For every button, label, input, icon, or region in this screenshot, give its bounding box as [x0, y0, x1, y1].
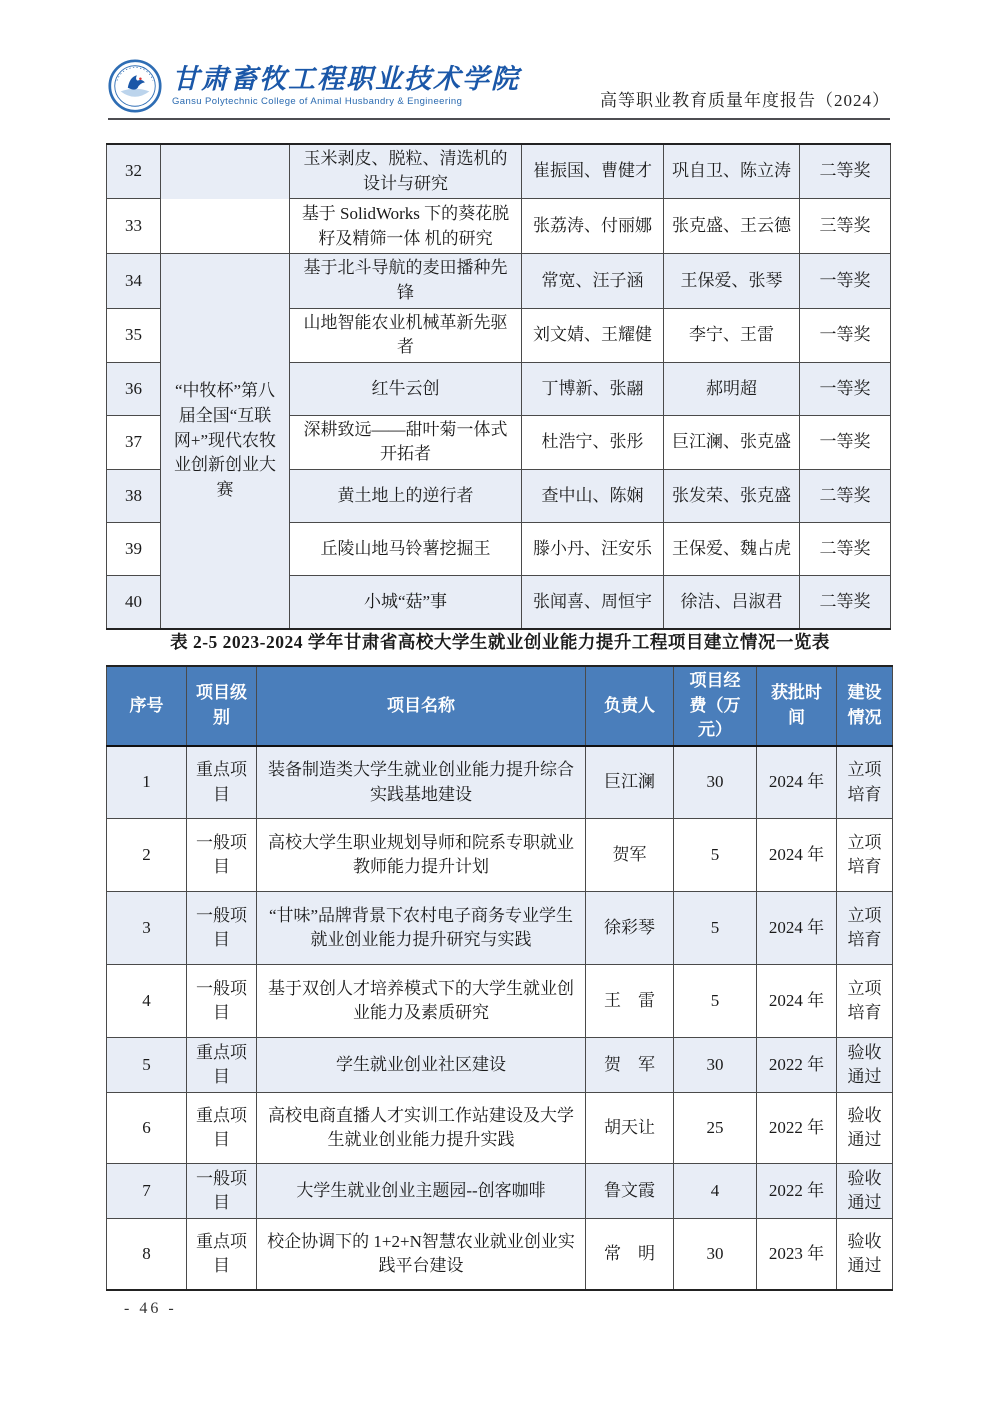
award-cell: 一等奖: [800, 254, 891, 308]
project-name-cell: 山地智能农业机械革新先驱者: [290, 308, 522, 362]
leader-cell: 巨江澜: [586, 746, 674, 819]
project-row-6: [107, 1093, 893, 1164]
competition-name-cell: “中牧杯”第八届全国“互联网+”现代农牧业创新创业大赛: [161, 254, 290, 629]
project-name-cell: [290, 199, 522, 254]
level-cell: 一般项目: [187, 1164, 257, 1219]
project-name-cell: 高校电商直播人才实训工作站建设及大学生就业创业能力提升实践: [257, 1093, 586, 1164]
college-name-en: Gansu Polytechnic College of Animal Husbandry & Engineering: [172, 96, 463, 108]
header-year: 获批时间: [757, 666, 837, 746]
project-row-7: [107, 1164, 893, 1219]
serial-cell: 33: [107, 199, 161, 254]
level-cell: 一般项目: [187, 892, 257, 965]
college-name-block: [172, 65, 520, 107]
students-cell: 查中山、陈娴: [522, 470, 664, 523]
year-cell: 2022 年: [757, 1038, 837, 1093]
table-2-5-caption: 表 2-5 2023-2024 学年甘肃省高校大学生就业创业能力提升工程项目建立情况一览表: [170, 632, 830, 652]
teachers-cell: 王保爱、张琴: [664, 254, 800, 308]
students-cell: 刘文婧、王耀健: [522, 308, 664, 362]
level-cell: 重点项目: [187, 746, 257, 819]
teachers-cell: 王保爱、魏占虎: [664, 523, 800, 576]
serial-cell: 32: [107, 144, 161, 199]
level-cell: 重点项目: [187, 1038, 257, 1093]
project-name-cell: 红牛云创: [290, 362, 522, 415]
leader-cell: 胡天让: [586, 1093, 674, 1164]
fund-cell: 30: [674, 1038, 757, 1093]
status-cell: 验收通过: [837, 1219, 893, 1290]
serial-cell: 38: [107, 470, 161, 523]
serial-cell: 39: [107, 523, 161, 576]
header-leader: 负责人: [586, 666, 674, 746]
project-name-cell: 学生就业创业社区建设: [257, 1038, 586, 1093]
leader-cell: 贺 军: [586, 1038, 674, 1093]
project-name-cell: “甘味”品牌背景下农村电子商务专业学生就业创业能力提升研究与实践: [257, 892, 586, 965]
project-row-5: [107, 1038, 893, 1093]
year-cell: 2022 年: [757, 1093, 837, 1164]
students-cell: 常宽、汪子涵: [522, 254, 664, 308]
fund-cell: 25: [674, 1093, 757, 1164]
fund-cell: 5: [674, 892, 757, 965]
teachers-cell: 巩自卫、陈立涛: [664, 144, 800, 199]
status-cell: 验收通过: [837, 1038, 893, 1093]
clipped-text: 基于 SolidWorks 下的葵花脱籽及精筛一体 机的研究: [301, 204, 510, 249]
award-cell: 二等奖: [800, 523, 891, 576]
fund-cell: 5: [674, 819, 757, 892]
project-row-2: [107, 819, 893, 892]
teachers-cell: 郝明超: [664, 362, 800, 415]
students-cell: 张闻喜、周恒宇: [522, 576, 664, 629]
college-name-cn: 甘肃畜牧工程职业技术学院: [172, 63, 520, 94]
serial-cell: 1: [107, 746, 187, 819]
students-cell: 崔振国、曹健才: [522, 144, 664, 199]
award-cell: 三等奖: [800, 199, 891, 254]
status-cell: 立项培育: [837, 819, 893, 892]
year-cell: 2024 年: [757, 746, 837, 819]
award-row-32: [107, 144, 891, 199]
project-name-cell: 基于双创人才培养模式下的大学生就业创业能力及素质研究: [257, 965, 586, 1038]
serial-cell: 2: [107, 819, 187, 892]
project-name-cell: 装备制造类大学生就业创业能力提升综合实践基地建设: [257, 746, 586, 819]
award-row-34: [107, 254, 891, 308]
level-cell: 重点项目: [187, 1093, 257, 1164]
serial-cell: 36: [107, 362, 161, 415]
project-name-cell: 丘陵山地马铃薯挖掘王: [290, 523, 522, 576]
serial-cell: 34: [107, 254, 161, 308]
year-cell: 2024 年: [757, 965, 837, 1038]
teachers-cell: 巨江澜、张克盛: [664, 415, 800, 469]
teachers-cell: 李宁、王雷: [664, 308, 800, 362]
level-cell: 重点项目: [187, 1219, 257, 1290]
project-name-cell: 校企协调下的 1+2+N智慧农业就业创业实践平台建设: [257, 1219, 586, 1290]
leader-cell: 常 明: [586, 1219, 674, 1290]
teachers-cell: 张发荣、张克盛: [664, 470, 800, 523]
project-name-cell: 大学生就业创业主题园--创客咖啡: [257, 1164, 586, 1219]
level-cell: 一般项目: [187, 965, 257, 1038]
awards-table: [106, 143, 891, 630]
project-name-cell: 高校大学生职业规划导师和院系专职就业教师能力提升计划: [257, 819, 586, 892]
serial-cell: 5: [107, 1038, 187, 1093]
header-level: 项目级别: [187, 666, 257, 746]
serial-cell: 6: [107, 1093, 187, 1164]
status-cell: 立项培育: [837, 892, 893, 965]
header-fund: 项目经费（万元）: [674, 666, 757, 746]
project-row-4: [107, 965, 893, 1038]
page-number: - 46 -: [124, 1300, 177, 1317]
project-name-cell: 黄土地上的逆行者: [290, 470, 522, 523]
college-logo: [108, 59, 520, 113]
fund-cell: 30: [674, 1219, 757, 1290]
serial-cell: 40: [107, 576, 161, 629]
fund-cell: 30: [674, 746, 757, 819]
project-name-cell: 基于北斗导航的麦田播种先锋: [290, 254, 522, 308]
level-cell: 一般项目: [187, 819, 257, 892]
leader-cell: 王 雷: [586, 965, 674, 1038]
fund-cell: 4: [674, 1164, 757, 1219]
serial-cell: 35: [107, 308, 161, 362]
college-emblem-icon: [108, 59, 162, 113]
leader-cell: 贺军: [586, 819, 674, 892]
project-row-3: [107, 892, 893, 965]
project-row-8: [107, 1219, 893, 1290]
teachers-cell: 张克盛、王云德: [664, 199, 800, 254]
header-project-name: 项目名称: [257, 666, 586, 746]
report-title: 高等职业教育质量年度报告（2024）: [600, 91, 890, 110]
project-name-cell: 玉米剥皮、脱粒、清选机的设计与研究: [290, 144, 522, 199]
fund-cell: 5: [674, 965, 757, 1038]
leader-cell: 徐彩琴: [586, 892, 674, 965]
year-cell: 2022 年: [757, 1164, 837, 1219]
year-cell: 2024 年: [757, 819, 837, 892]
award-cell: 一等奖: [800, 415, 891, 469]
serial-cell: 37: [107, 415, 161, 469]
students-cell: 张荔涛、付丽娜: [522, 199, 664, 254]
award-cell: 一等奖: [800, 308, 891, 362]
header-serial: 序号: [107, 666, 187, 746]
students-cell: 杜浩宁、张彤: [522, 415, 664, 469]
projects-table: [106, 665, 893, 1291]
teachers-cell: 徐洁、吕淑君: [664, 576, 800, 629]
award-cell: 一等奖: [800, 362, 891, 415]
project-name-cell: 深耕致远——甜叶菊一体式开拓者: [290, 415, 522, 469]
projects-table-header-row: [107, 666, 893, 746]
competition-cell-empty: [161, 144, 290, 254]
students-cell: 滕小丹、汪安乐: [522, 523, 664, 576]
leader-cell: 鲁文霞: [586, 1164, 674, 1219]
year-cell: 2023 年: [757, 1219, 837, 1290]
status-cell: 验收通过: [837, 1093, 893, 1164]
award-cell: 二等奖: [800, 144, 891, 199]
status-cell: 立项培育: [837, 746, 893, 819]
serial-cell: 8: [107, 1219, 187, 1290]
project-row-1: [107, 746, 893, 819]
page-header: [108, 62, 890, 120]
year-cell: 2024 年: [757, 892, 837, 965]
serial-cell: 3: [107, 892, 187, 965]
project-name-cell: 小城“菇”事: [290, 576, 522, 629]
award-cell: 二等奖: [800, 470, 891, 523]
award-cell: 二等奖: [800, 576, 891, 629]
status-cell: 验收通过: [837, 1164, 893, 1219]
serial-cell: 7: [107, 1164, 187, 1219]
serial-cell: 4: [107, 965, 187, 1038]
students-cell: 丁博新、张翮: [522, 362, 664, 415]
header-status: 建设情况: [837, 666, 893, 746]
status-cell: 立项培育: [837, 965, 893, 1038]
